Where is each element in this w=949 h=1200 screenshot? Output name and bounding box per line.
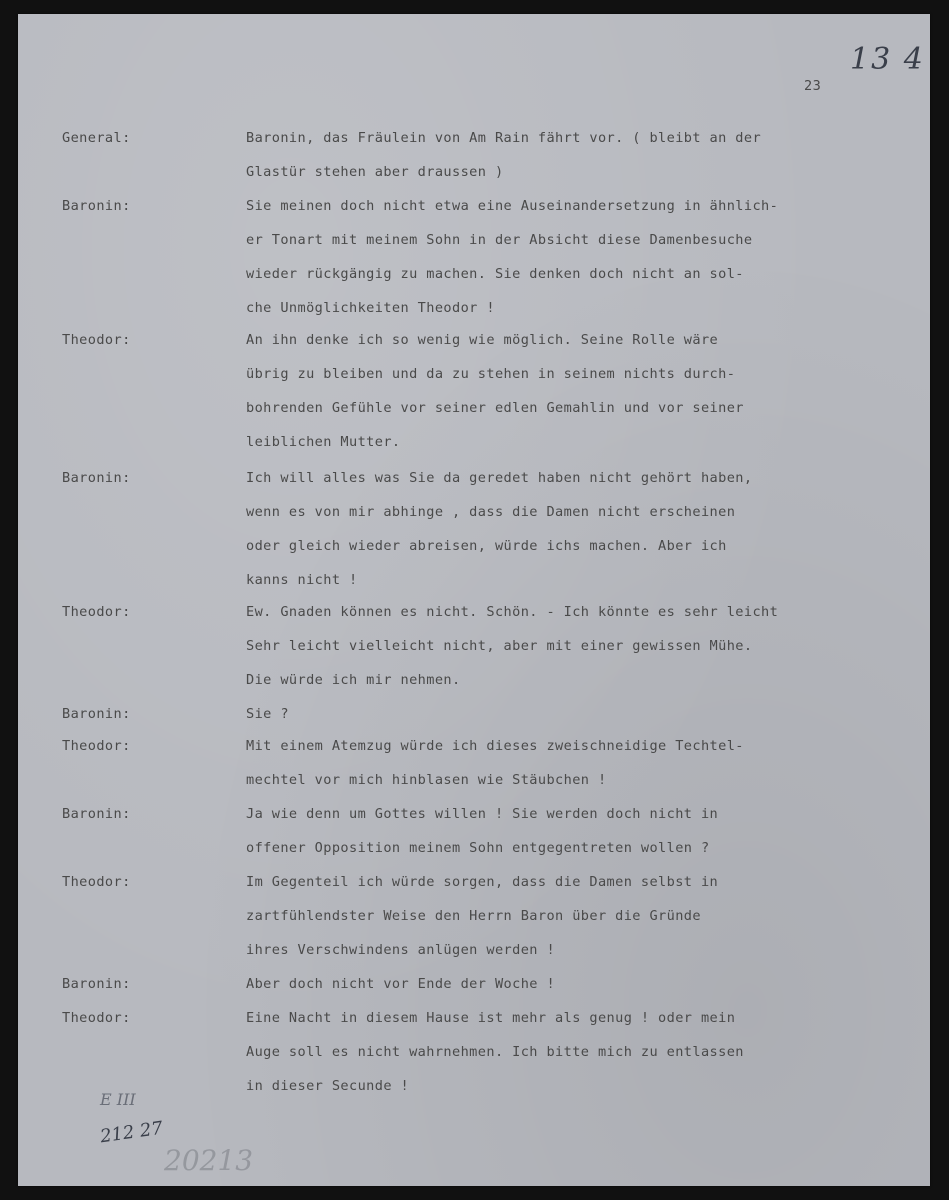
dialogue-line: leiblichen Mutter.	[246, 434, 401, 450]
dialogue-line: Mit einem Atemzug würde ich dieses zweischneidige Techtel-	[246, 738, 744, 754]
dialogue-line: mechtel vor mich hinblasen wie Stäubchen !	[246, 772, 607, 788]
dialogue-line: An ihn denke ich so wenig wie möglich. Seine Rolle wäre	[246, 332, 719, 348]
dialogue-line: wenn es von mir abhinge , dass die Damen nicht erscheinen	[246, 504, 736, 520]
dialogue-line: oder gleich wieder abreisen, würde ichs machen. Aber ich	[246, 538, 727, 554]
speaker-label: Theodor:	[62, 1010, 131, 1026]
archive-roman-mark: E III	[100, 1090, 136, 1109]
dialogue-line: ihres Verschwindens anlügen werden !	[246, 942, 556, 958]
dialogue-line: Ja wie denn um Gottes willen ! Sie werden doch nicht in	[246, 806, 719, 822]
dialogue-line: Eine Nacht in diesem Hause ist mehr als genug ! oder mein	[246, 1010, 736, 1026]
dialogue-line: Glastür stehen aber draussen )	[246, 164, 504, 180]
dialogue-line: bohrenden Gefühle vor seiner edlen Gemahlin und vor seiner	[246, 400, 744, 416]
speaker-label: Theodor:	[62, 604, 131, 620]
dialogue-line: Baronin, das Fräulein von Am Rain fährt vor. ( bleibt an der	[246, 130, 762, 146]
speaker-label: Baronin:	[62, 806, 131, 822]
speaker-label: Baronin:	[62, 198, 131, 214]
speaker-label: Baronin:	[62, 706, 131, 722]
dialogue-line: Sie ?	[246, 706, 289, 722]
dialogue-line: kanns nicht !	[246, 572, 358, 588]
archive-number-mark: 212 27	[98, 1117, 165, 1148]
speaker-label: Theodor:	[62, 874, 131, 890]
dialogue-line: Ew. Gnaden können es nicht. Schön. - Ich könnte es sehr leicht	[246, 604, 779, 620]
manuscript-page	[18, 14, 930, 1186]
dialogue-line: zartfühlendster Weise den Herrn Baron über die Gründe	[246, 908, 701, 924]
dialogue-line: Aber doch nicht vor Ende der Woche !	[246, 976, 556, 992]
dialogue-line: Die würde ich mir nehmen.	[246, 672, 461, 688]
dialogue-line: Auge soll es nicht wahrnehmen. Ich bitte mich zu entlassen	[246, 1044, 744, 1060]
dialogue-line: übrig zu bleiben und da zu stehen in seinem nichts durch-	[246, 366, 736, 382]
speaker-label: Theodor:	[62, 332, 131, 348]
dialogue-line: Im Gegenteil ich würde sorgen, dass die Damen selbst in	[246, 874, 719, 890]
dialogue-line: Ich will alles was Sie da geredet haben nicht gehört haben,	[246, 470, 753, 486]
dialogue-line: in dieser Secunde !	[246, 1078, 410, 1094]
archive-pencil-number: 20213	[164, 1144, 254, 1177]
dialogue-line: Sie meinen doch nicht etwa eine Auseinandersetzung in ähnlich-	[246, 198, 779, 214]
speaker-label: Baronin:	[62, 470, 131, 486]
speaker-label: Baronin:	[62, 976, 131, 992]
page-number: 23	[804, 78, 822, 94]
dialogue-line: offener Opposition meinem Sohn entgegentreten wollen ?	[246, 840, 710, 856]
dialogue-line: Sehr leicht vielleicht nicht, aber mit einer gewissen Mühe.	[246, 638, 753, 654]
archive-folio-mark: 13 4	[850, 42, 925, 77]
speaker-label: Theodor:	[62, 738, 131, 754]
dialogue-line: wieder rückgängig zu machen. Sie denken doch nicht an sol-	[246, 266, 744, 282]
speaker-label: General:	[62, 130, 131, 146]
dialogue-line: er Tonart mit meinem Sohn in der Absicht diese Damenbesuche	[246, 232, 753, 248]
dialogue-line: che Unmöglichkeiten Theodor !	[246, 300, 495, 316]
